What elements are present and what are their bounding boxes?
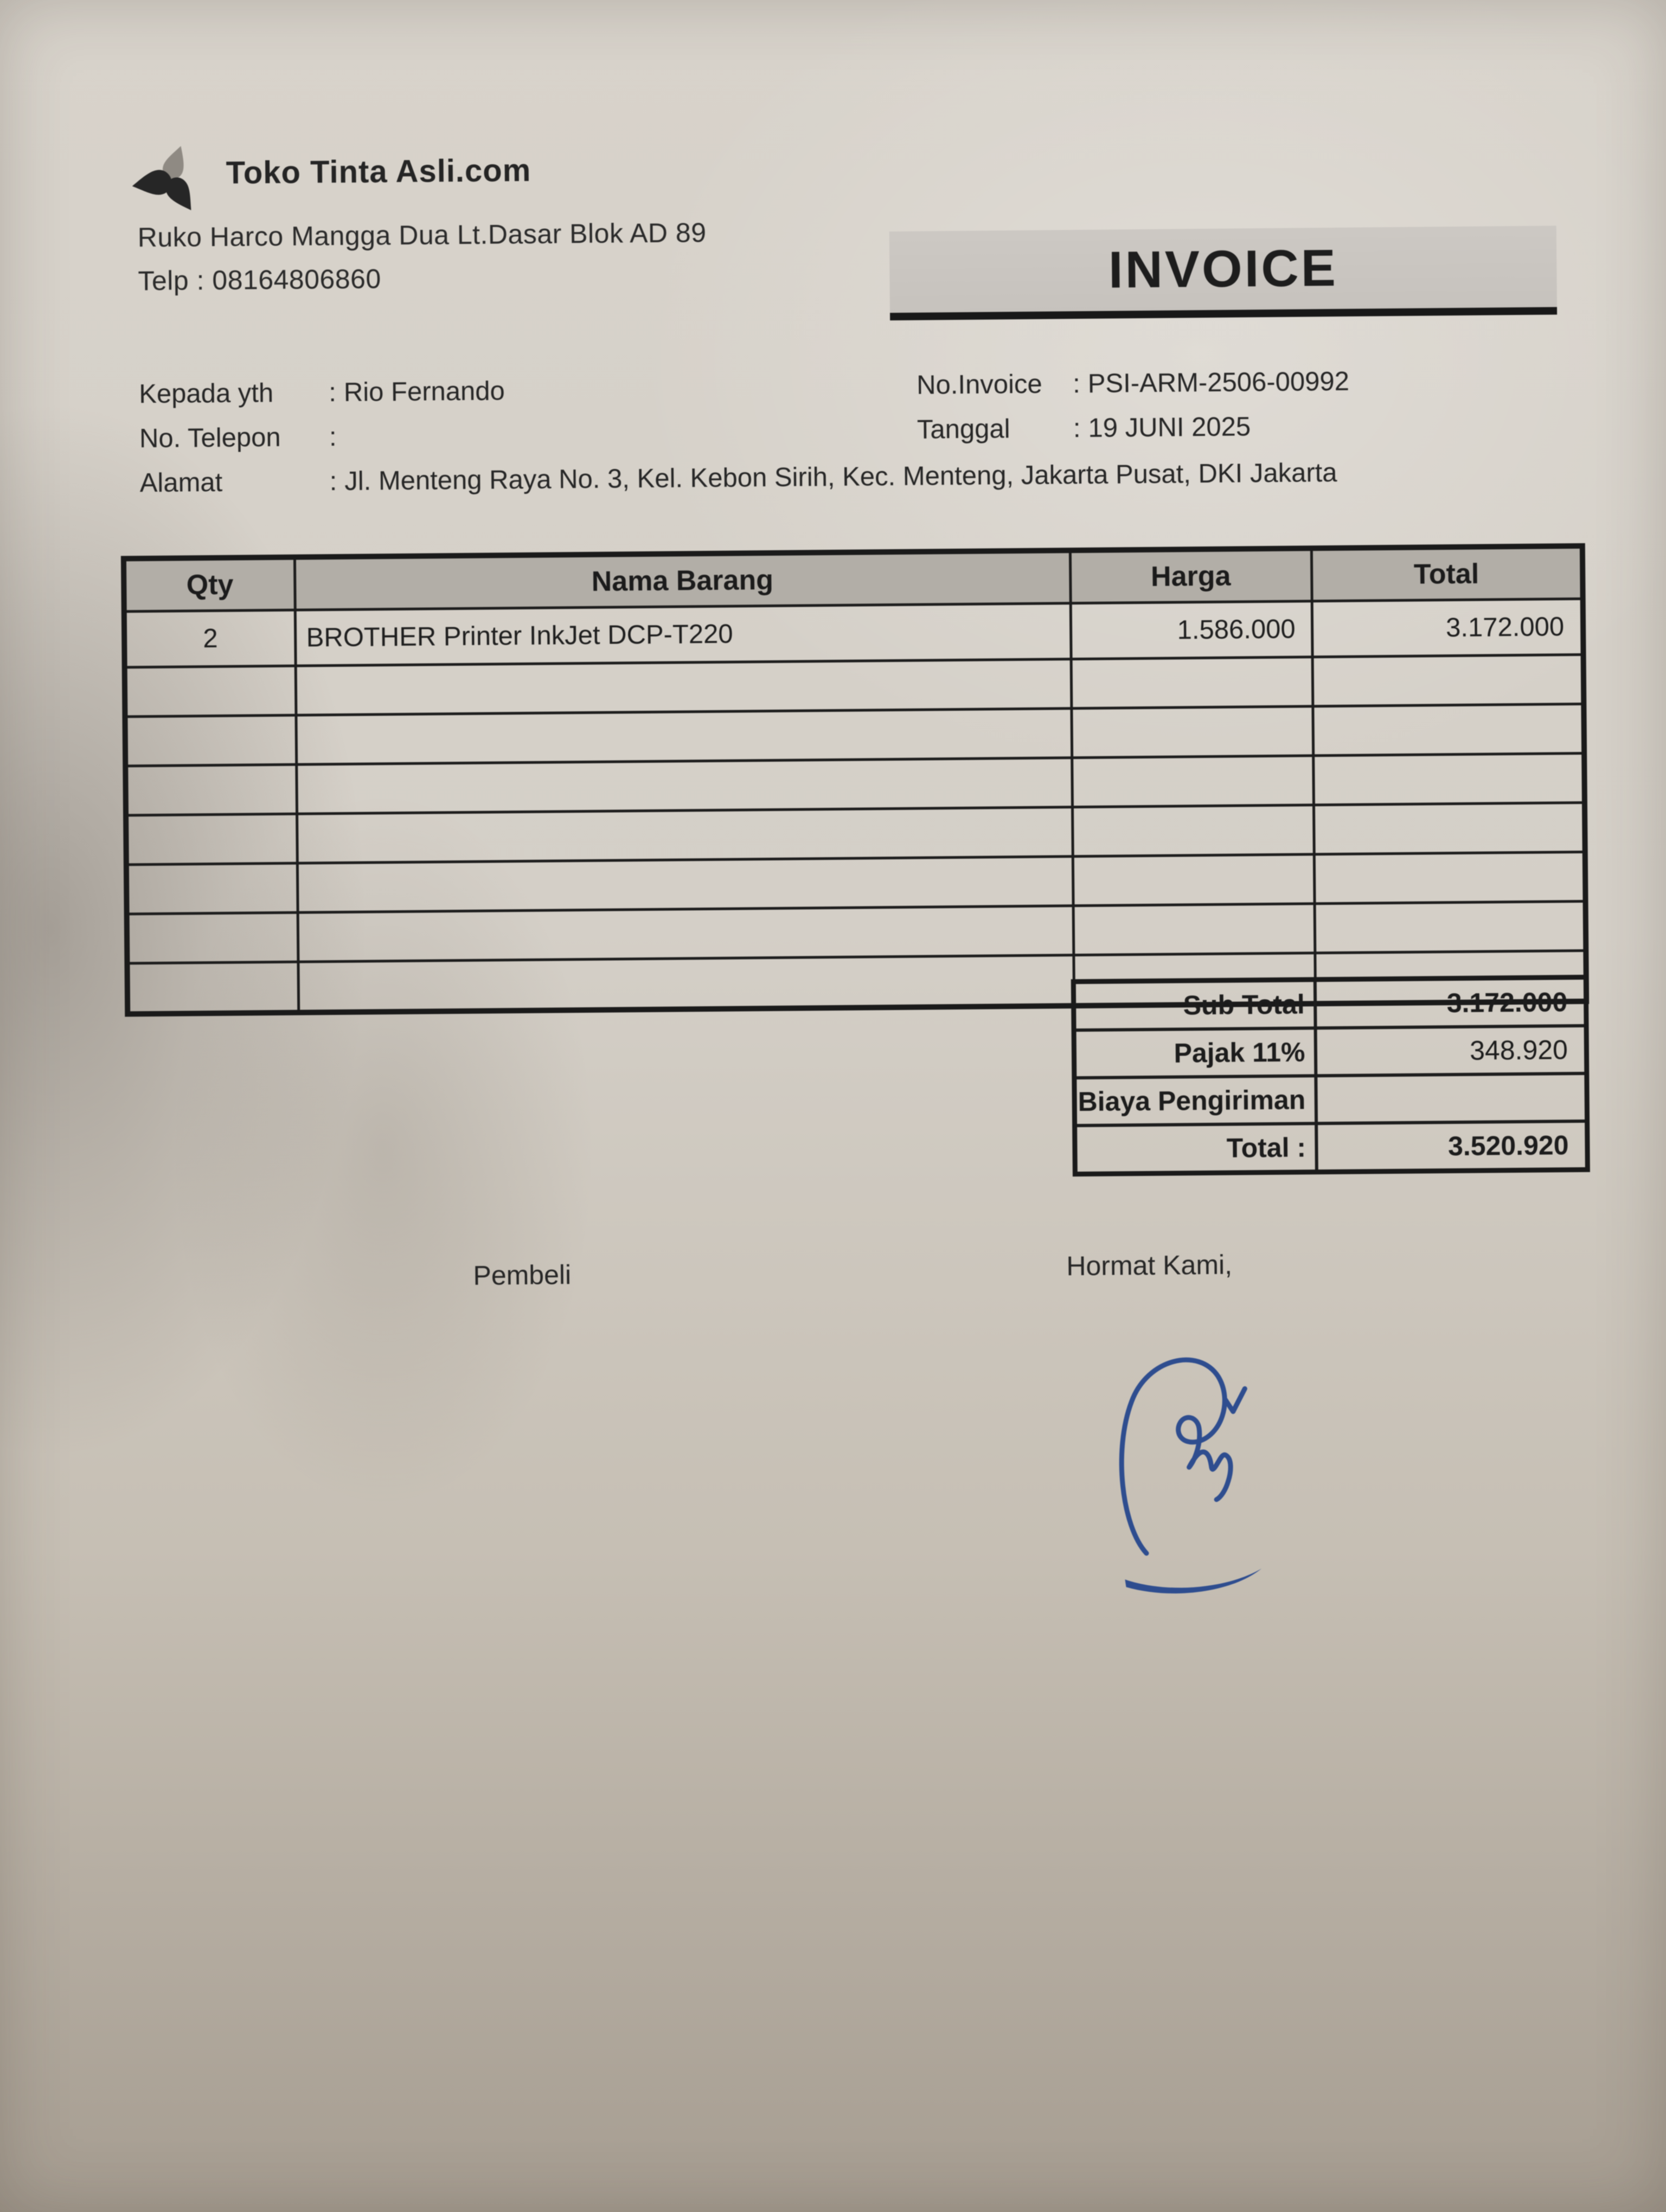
customer-address-label: Alamat [139, 467, 223, 498]
label-separator: : [1073, 413, 1081, 443]
label-separator: : [329, 377, 337, 408]
buyer-signature-label: Pembeli [473, 1259, 572, 1291]
seller-signature-label: Hormat Kami, [1066, 1249, 1233, 1282]
item-name: BROTHER Printer InkJet DCP-T220 [295, 603, 1071, 666]
tax-label: Pajak 11% [1074, 1028, 1316, 1078]
subtotal-row [1073, 977, 1586, 1030]
items-table [121, 543, 1589, 1017]
subtotal-value: 3.172.000 [1315, 977, 1586, 1028]
grand-total-value: 3.520.920 [1316, 1121, 1588, 1172]
summary-table [1071, 975, 1590, 1176]
item-qty: 2 [124, 610, 296, 667]
shipping-value [1316, 1073, 1587, 1123]
customer-name-value: Rio Fernando [343, 376, 505, 407]
signature [1090, 1324, 1287, 1597]
invoice-title: INVOICE [1108, 239, 1338, 299]
label-separator: : [329, 422, 337, 452]
invoice-date-value: 19 JUNI 2025 [1088, 412, 1251, 443]
brand-logo [131, 141, 209, 218]
tax-row [1074, 1026, 1587, 1078]
shipping-label: Biaya Pengiriman [1074, 1076, 1316, 1126]
grand-total-label: Total : [1075, 1123, 1317, 1174]
invoice-title-banner [889, 226, 1557, 320]
total-column-header: Total [1311, 546, 1583, 601]
subtotal-label: Sub Total [1073, 980, 1315, 1030]
qty-column-header: Qty [124, 557, 295, 612]
customer-phone-row [139, 422, 344, 454]
shipping-row [1074, 1073, 1587, 1126]
invoice-number-row [917, 366, 1349, 401]
price-column-header: Harga [1070, 548, 1312, 603]
item-name-column-header: Nama Barang [294, 550, 1071, 610]
label-separator: : [1072, 369, 1081, 399]
customer-address-row [139, 458, 1337, 498]
item-price: 1.586.000 [1071, 601, 1312, 659]
business-name: Toko Tinta Asli.com [226, 152, 531, 191]
customer-name-label: Kepada yth [139, 378, 274, 409]
item-total: 3.172.000 [1312, 599, 1584, 657]
label-separator: : [329, 466, 337, 497]
business-phone: Telp : 08164806860 [138, 263, 381, 297]
business-address: Ruko Harco Mangga Dua Lt.Dasar Blok AD 89 [137, 217, 707, 253]
invoice-number-label: No.Invoice [916, 369, 1042, 400]
tax-value: 348.920 [1315, 1026, 1587, 1076]
grand-total-row [1075, 1121, 1588, 1174]
customer-address-value: Jl. Menteng Raya No. 3, Kel. Kebon Sirih, Kec. Menteng, Jakarta Pusat, DKI Jakarta [344, 458, 1337, 496]
customer-phone-label: No. Telepon [139, 422, 281, 454]
invoice-date-row [917, 411, 1251, 445]
invoice-date-label: Tanggal [917, 414, 1010, 445]
customer-name-row [139, 376, 505, 409]
invoice-number-value: PSI-ARM-2506-00992 [1087, 366, 1350, 398]
